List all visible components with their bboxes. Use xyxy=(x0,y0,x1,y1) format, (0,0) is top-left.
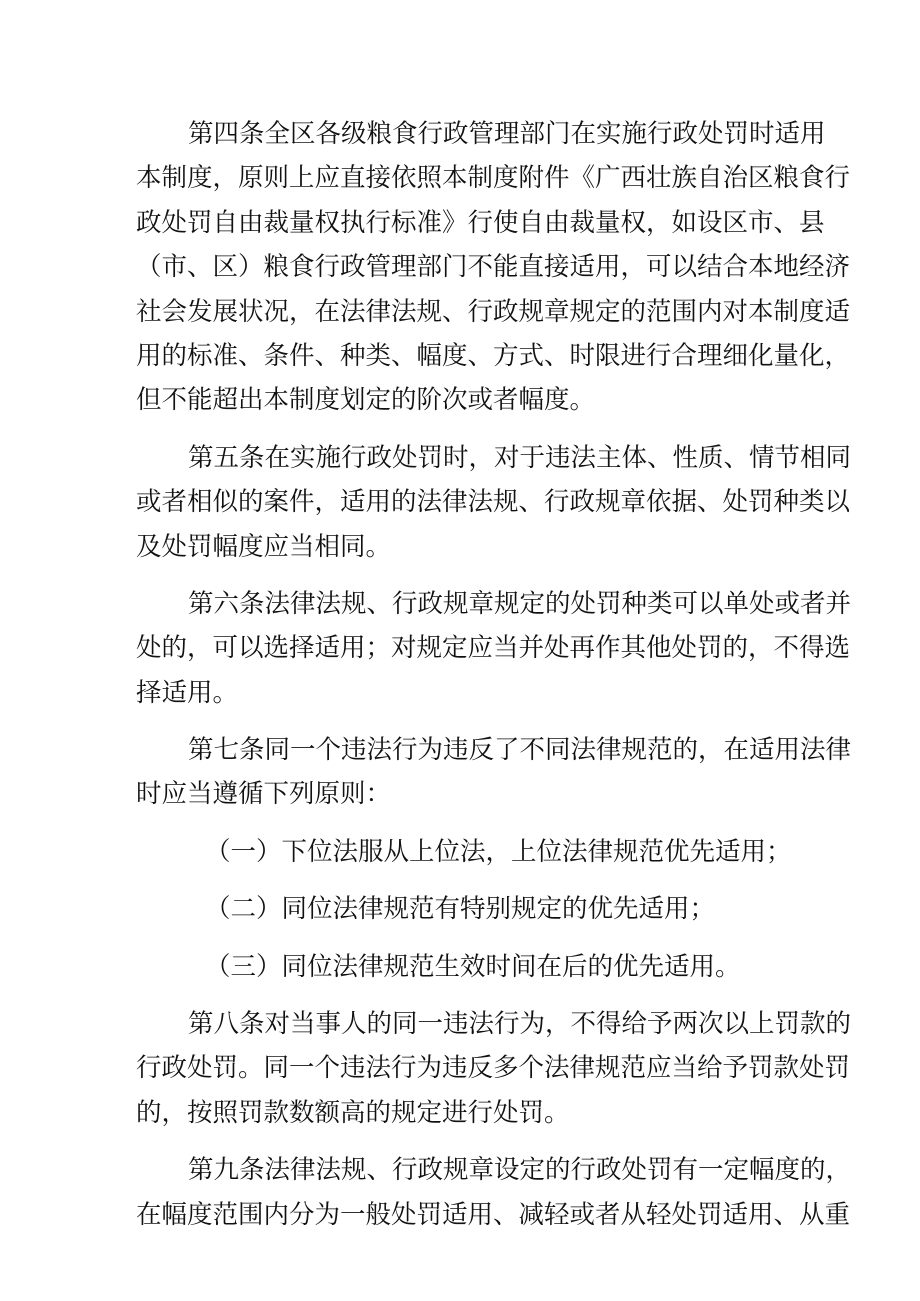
text-line: 政处罚自由裁量权执行标准》行使自由裁量权，如设区市、县 xyxy=(136,207,825,238)
text-line: 第五条在实施行政处罚时，对于违法主体、性质、情节相同 xyxy=(188,442,852,473)
text-line: 第四条全区各级粮食行政管理部门在实施行政处罚时适用 xyxy=(188,119,826,149)
text-line: 用的标准、条件、种类、幅度、方式、时限进行合理细化量化， xyxy=(136,340,851,371)
text-line: 第九条法律法规、行政规章设定的行政处罚有一定幅度的， xyxy=(188,1155,852,1186)
text-line: 行政处罚。同一个违法行为违反多个法律规范应当给予罚款处罚 xyxy=(136,1053,851,1084)
text-line: 第六条法律法规、行政规章规定的处罚种类可以单处或者并 xyxy=(188,588,852,619)
document-body xyxy=(136,112,852,1237)
paragraph-article-9 xyxy=(136,1148,852,1237)
paragraph-article-5 xyxy=(136,436,852,569)
text-line: 时应当遵循下列原则： xyxy=(136,779,392,810)
text-line: （市、区）粮食行政管理部门不能直接适用，可以结合本地经济 xyxy=(136,252,851,283)
paragraph-article-7 xyxy=(136,728,852,817)
text-line: 择适用。 xyxy=(136,677,239,708)
text-line: 在幅度范围内分为一般处罚适用、减轻或者从轻处罚适用、从重 xyxy=(136,1199,851,1230)
paragraph-article-6 xyxy=(136,582,852,715)
text-line: 但不能超出本制度划定的阶次或者幅度。 xyxy=(136,385,596,416)
text-line: 社会发展状况，在法律法规、行政规章规定的范围内对本制度适 xyxy=(136,296,851,327)
text-line: 第八条对当事人的同一违法行为，不得给予两次以上罚款的 xyxy=(188,1009,852,1040)
paragraph-article-4 xyxy=(136,112,851,423)
list-item-2: （二）同位法律规范有特别规定的优先适用； xyxy=(205,894,716,925)
text-line: 及处罚幅度应当相同。 xyxy=(136,531,392,562)
text-line: 的，按照罚款数额高的规定进行处罚。 xyxy=(136,1097,570,1128)
list-item-1: （一）下位法服从上位法，上位法律规范优先适用； xyxy=(205,836,792,867)
text-line: 本制度，原则上应直接依照本制度附件《广西壮族自治区粮食行 xyxy=(136,163,851,194)
list-item-3: （三）同位法律规范生效时间在后的优先适用。 xyxy=(205,951,741,982)
text-line: 第七条同一个违法行为违反了不同法律规范的，在适用法律 xyxy=(188,735,852,766)
paragraph-article-8 xyxy=(136,1002,852,1135)
text-line: 处的，可以选择适用；对规定应当并处再作其他处罚的，不得选 xyxy=(136,633,851,664)
text-line: 或者相似的案件，适用的法律法规、行政规章依据、处罚种类以 xyxy=(136,487,851,518)
